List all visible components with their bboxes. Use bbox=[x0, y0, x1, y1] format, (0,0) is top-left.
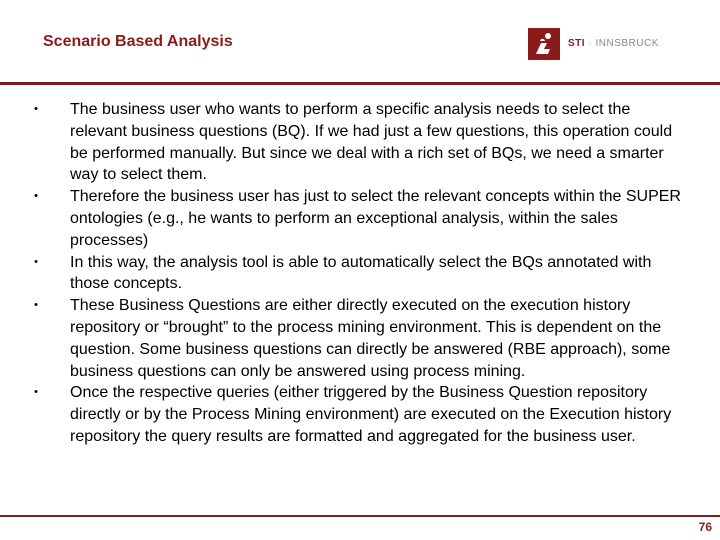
slide-title: Scenario Based Analysis bbox=[43, 33, 233, 50]
bullet-item bbox=[30, 295, 690, 382]
logo-mark-icon bbox=[528, 28, 560, 60]
header-divider bbox=[0, 82, 720, 85]
bullet-marker: • bbox=[34, 190, 38, 203]
logo-sti: STI bbox=[568, 38, 586, 49]
bullet-text: The business user who wants to perform a specific analysis needs to select the relevant business questions (BQ). If we had just a few questions, this operation could be performed manually. But since we deal with a rich set of BQs, we need a smarter way to select them. bbox=[70, 101, 673, 184]
bullet-text: Therefore the business user has just to select the relevant concepts within the SUPER ontologies (e.g., he wants to perform an exceptional analysis, within the sales processes) bbox=[70, 188, 681, 249]
bullet-marker: • bbox=[34, 299, 38, 312]
bullet-text: In this way, the analysis tool is able to automatically select the BQs annotated with those concepts. bbox=[70, 253, 652, 293]
page-number: 76 bbox=[698, 520, 712, 534]
bullet-list bbox=[30, 99, 690, 448]
bullet-marker: • bbox=[34, 386, 38, 399]
logo-separator: · bbox=[588, 38, 593, 49]
logo-text bbox=[568, 38, 659, 49]
bullet-marker: • bbox=[34, 103, 38, 115]
bullet-text: Once the respective queries (either triggered by the Business Question repository directly or by the Process Mining environment) are executed on the Execution history repository the query results are formatted and aggregated for the business user. bbox=[70, 384, 672, 445]
sti-innsbruck-logo bbox=[528, 28, 678, 60]
footer-divider bbox=[0, 515, 720, 517]
logo-city: INNSBRUCK bbox=[595, 38, 659, 49]
bullet-item bbox=[30, 186, 690, 251]
bullet-marker: • bbox=[34, 255, 38, 268]
bullet-item bbox=[30, 99, 690, 186]
bullet-text: These Business Questions are either directly executed on the execution history repository or “brought” to the process mining environment. This is dependent on the question. Some business questions can directly be answered (RBE approach), some business questions can only be answered using process mining. bbox=[70, 297, 671, 380]
bullet-item bbox=[30, 252, 690, 296]
bullet-item bbox=[30, 382, 690, 447]
